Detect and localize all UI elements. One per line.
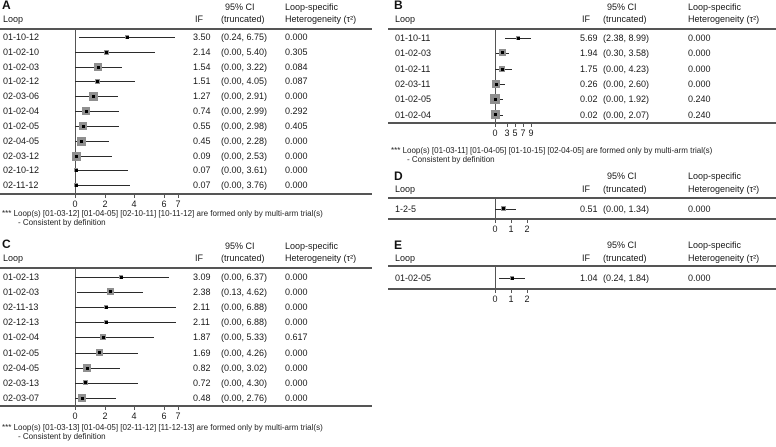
forest-row bbox=[0, 134, 372, 149]
x-axis-tick bbox=[178, 407, 179, 410]
loop-label: 02-11-13 bbox=[3, 302, 39, 312]
point-marker-dot bbox=[120, 276, 123, 279]
forest-row bbox=[388, 76, 776, 91]
het-value: 0.000 bbox=[285, 180, 308, 190]
column-header-het-line1: Loop-specific bbox=[285, 241, 339, 251]
if-value: 0.02 bbox=[580, 94, 598, 104]
point-marker-dot bbox=[102, 336, 105, 339]
loop-label: 01-02-12 bbox=[3, 76, 40, 86]
x-axis-tick-label: 4 bbox=[131, 199, 137, 209]
column-header-ci-line1: 95% CI bbox=[225, 241, 255, 251]
axis-rule bbox=[388, 218, 776, 220]
column-header-het-line2: Heterogeneity (τ²) bbox=[688, 14, 760, 24]
x-axis-tick bbox=[495, 124, 496, 127]
ci-value: (0.00, 2.07) bbox=[603, 110, 650, 120]
point-marker-dot bbox=[98, 351, 101, 354]
loop-label: 01-10-11 bbox=[395, 33, 431, 43]
ci-value: (0.00, 2.60) bbox=[603, 79, 650, 89]
forest-row bbox=[0, 60, 372, 75]
x-axis-tick-label: 0 bbox=[492, 294, 498, 304]
ci-value: (0.00, 1.92) bbox=[603, 94, 650, 104]
if-value: 0.55 bbox=[193, 121, 211, 131]
ci-line bbox=[75, 307, 176, 308]
column-header-loop: Loop bbox=[395, 253, 416, 263]
point-marker-dot bbox=[84, 381, 87, 384]
column-header-het-line1: Loop-specific bbox=[688, 171, 742, 181]
het-value: 0.240 bbox=[688, 110, 711, 120]
ci-value: (0.00, 3.22) bbox=[221, 62, 268, 72]
loop-label: 01-02-05 bbox=[395, 273, 432, 283]
forest-row bbox=[0, 314, 372, 329]
ci-line bbox=[75, 368, 120, 369]
point-marker-dot bbox=[75, 184, 78, 187]
column-header-ci-line2: (truncated) bbox=[603, 14, 647, 24]
column-header-ci-line1: 95% CI bbox=[607, 2, 637, 12]
if-value: 0.51 bbox=[580, 204, 598, 214]
point-marker bbox=[95, 79, 100, 84]
column-header-if: IF bbox=[582, 14, 590, 24]
het-value: 0.000 bbox=[285, 378, 308, 388]
point-marker bbox=[499, 49, 506, 56]
panel-title: C bbox=[2, 237, 11, 251]
ci-value: (0.00, 4.05) bbox=[221, 76, 268, 86]
if-value: 1.27 bbox=[193, 91, 211, 101]
footnote-line-2: - Consistent by definition bbox=[18, 432, 106, 441]
forest-row bbox=[0, 149, 372, 164]
point-marker-dot bbox=[97, 66, 100, 69]
if-value: 0.82 bbox=[193, 363, 211, 373]
ci-value: (0.00, 3.02) bbox=[221, 363, 268, 373]
point-marker-dot bbox=[96, 80, 99, 83]
panel-title: D bbox=[394, 169, 403, 183]
point-marker bbox=[78, 394, 86, 402]
x-axis-tick bbox=[515, 124, 516, 127]
het-value: 0.000 bbox=[285, 165, 308, 175]
point-marker bbox=[510, 276, 514, 280]
x-axis-tick bbox=[511, 220, 512, 223]
ci-value: (2.38, 8.99) bbox=[603, 33, 650, 43]
ci-line bbox=[75, 185, 130, 186]
het-value: 0.000 bbox=[285, 136, 308, 146]
column-header-ci-line2: (truncated) bbox=[221, 253, 265, 263]
forest-row bbox=[0, 163, 372, 178]
ci-value: (0.00, 4.30) bbox=[221, 378, 268, 388]
x-axis-tick-label: 2 bbox=[102, 411, 108, 421]
ci-value: (0.00, 2.91) bbox=[221, 91, 268, 101]
point-marker bbox=[100, 334, 106, 340]
point-marker bbox=[491, 110, 500, 119]
forest-row bbox=[0, 119, 372, 134]
if-value: 0.48 bbox=[193, 393, 211, 403]
ci-value: (0.00, 2.76) bbox=[221, 393, 268, 403]
point-marker bbox=[72, 152, 81, 161]
point-marker bbox=[499, 66, 505, 72]
het-value: 0.240 bbox=[688, 94, 711, 104]
loop-label: 02-12-13 bbox=[3, 317, 40, 327]
het-value: 0.292 bbox=[285, 106, 308, 116]
het-value: 0.000 bbox=[688, 33, 711, 43]
axis-rule bbox=[388, 288, 776, 290]
column-header-het-line1: Loop-specific bbox=[285, 2, 339, 12]
column-header-het-line2: Heterogeneity (τ²) bbox=[285, 14, 357, 24]
het-value: 0.000 bbox=[688, 79, 711, 89]
ci-value: (0.00, 6.88) bbox=[221, 317, 268, 327]
point-marker bbox=[104, 50, 109, 55]
x-axis-tick bbox=[134, 407, 135, 410]
x-axis-tick bbox=[134, 195, 135, 198]
panel-e bbox=[388, 240, 776, 318]
loop-label: 02-03-11 bbox=[395, 79, 431, 89]
loop-label: 02-10-12 bbox=[3, 165, 40, 175]
forest-row bbox=[0, 390, 372, 405]
point-marker-dot bbox=[105, 321, 108, 324]
ci-value: (0.13, 4.62) bbox=[221, 287, 268, 297]
if-value: 0.72 bbox=[193, 378, 211, 388]
point-marker-dot bbox=[501, 68, 504, 71]
column-header-ci-line1: 95% CI bbox=[225, 2, 255, 12]
column-header-if: IF bbox=[195, 253, 203, 263]
point-marker bbox=[490, 94, 500, 104]
column-header-loop: Loop bbox=[3, 14, 24, 24]
x-axis-tick-label: 2 bbox=[102, 199, 108, 209]
point-marker bbox=[125, 35, 129, 39]
loop-label: 01-02-05 bbox=[395, 94, 432, 104]
point-marker bbox=[79, 122, 87, 130]
point-marker bbox=[96, 349, 103, 356]
point-marker bbox=[83, 380, 88, 385]
footnote-line-2: - Consistent by definition bbox=[18, 218, 106, 227]
axis-rule bbox=[0, 405, 372, 407]
forest-row bbox=[0, 269, 372, 284]
ci-value: (0.00, 5.33) bbox=[221, 332, 268, 342]
forest-row bbox=[388, 45, 776, 60]
ci-value: (0.30, 3.58) bbox=[603, 48, 650, 58]
ci-value: (0.00, 4.26) bbox=[221, 348, 268, 358]
column-header-if: IF bbox=[195, 14, 203, 24]
column-header-ci-line2: (truncated) bbox=[603, 253, 647, 263]
ci-value: (0.00, 2.98) bbox=[221, 121, 268, 131]
point-marker-dot bbox=[109, 290, 112, 293]
x-axis-tick-label: 6 bbox=[161, 199, 167, 209]
forest-row bbox=[388, 267, 776, 288]
if-value: 1.94 bbox=[580, 48, 598, 58]
ci-line bbox=[75, 322, 176, 323]
forest-row bbox=[0, 104, 372, 119]
ci-value: (0.24, 6.75) bbox=[221, 32, 268, 42]
if-value: 0.09 bbox=[193, 151, 211, 161]
ci-line bbox=[75, 81, 135, 82]
het-value: 0.000 bbox=[285, 393, 308, 403]
point-marker-dot bbox=[92, 95, 95, 98]
het-value: 0.000 bbox=[285, 302, 308, 312]
point-marker bbox=[77, 137, 86, 146]
het-value: 0.000 bbox=[285, 32, 308, 42]
x-axis-tick bbox=[511, 290, 512, 293]
forest-row bbox=[0, 375, 372, 390]
if-value: 3.09 bbox=[193, 272, 211, 282]
x-axis-tick-label: 9 bbox=[528, 128, 534, 138]
if-value: 3.50 bbox=[193, 32, 211, 42]
point-marker-dot bbox=[494, 98, 497, 101]
ci-line bbox=[75, 170, 128, 171]
point-marker-dot bbox=[501, 51, 504, 54]
x-axis-tick-label: 0 bbox=[72, 411, 78, 421]
if-value: 1.51 bbox=[193, 76, 211, 86]
panel-a bbox=[0, 0, 372, 227]
point-marker-dot bbox=[75, 169, 78, 172]
column-header-if: IF bbox=[582, 184, 590, 194]
column-header-het-line2: Heterogeneity (τ²) bbox=[688, 253, 760, 263]
point-marker-dot bbox=[517, 37, 520, 40]
x-axis-tick-label: 0 bbox=[492, 224, 498, 234]
loop-label: 01-02-05 bbox=[3, 348, 40, 358]
het-value: 0.617 bbox=[285, 332, 308, 342]
if-value: 2.11 bbox=[193, 317, 210, 327]
forest-row bbox=[0, 178, 372, 193]
column-header-ci-line1: 95% CI bbox=[607, 240, 637, 250]
point-marker-dot bbox=[105, 306, 108, 309]
point-marker-dot bbox=[86, 367, 89, 370]
ci-value: (0.00, 2.53) bbox=[221, 151, 268, 161]
footnote-line-1: *** Loop(s) [01-03-13] [01-04-05] [02-11-12] [11-12-13] are formed only by multi-arm trial(s) bbox=[2, 423, 323, 432]
loop-label: 01-02-03 bbox=[395, 48, 432, 58]
if-value: 1.87 bbox=[193, 332, 211, 342]
panel-title: E bbox=[394, 238, 403, 252]
if-value: 1.69 bbox=[193, 348, 211, 358]
loop-label: 02-04-05 bbox=[3, 136, 40, 146]
loop-label: 01-10-12 bbox=[3, 32, 40, 42]
if-value: 5.69 bbox=[580, 33, 598, 43]
het-value: 0.084 bbox=[285, 62, 308, 72]
forest-row bbox=[388, 61, 776, 76]
ci-value: (0.00, 2.28) bbox=[221, 136, 268, 146]
if-value: 0.26 bbox=[580, 79, 598, 89]
column-header-het-line2: Heterogeneity (τ²) bbox=[688, 184, 760, 194]
forest-row bbox=[0, 89, 372, 104]
ci-value: (0.00, 5.40) bbox=[221, 47, 268, 57]
het-value: 0.000 bbox=[285, 151, 308, 161]
x-axis-tick-label: 4 bbox=[131, 411, 137, 421]
loop-label: 01-02-04 bbox=[3, 332, 40, 342]
point-marker-dot bbox=[126, 36, 129, 39]
x-axis-tick-label: 0 bbox=[72, 199, 78, 209]
x-axis-tick-label: 3 bbox=[504, 128, 510, 138]
point-marker-dot bbox=[511, 277, 514, 280]
x-axis-tick bbox=[164, 195, 165, 198]
x-axis-tick-label: 7 bbox=[175, 199, 181, 209]
loop-label: 02-04-05 bbox=[3, 363, 40, 373]
point-marker-dot bbox=[80, 140, 83, 143]
het-value: 0.000 bbox=[285, 317, 308, 327]
loop-label: 02-11-12 bbox=[3, 180, 39, 190]
x-axis-tick bbox=[75, 195, 76, 198]
het-value: 0.000 bbox=[688, 273, 711, 283]
point-marker-dot bbox=[502, 207, 505, 210]
panel-d bbox=[388, 171, 776, 248]
loop-label: 01-02-11 bbox=[395, 64, 431, 74]
column-header-loop: Loop bbox=[3, 253, 24, 263]
loop-label: 01-02-13 bbox=[3, 272, 40, 282]
column-header-if: IF bbox=[582, 253, 590, 263]
column-header-het-line1: Loop-specific bbox=[688, 240, 742, 250]
loop-label: 02-03-06 bbox=[3, 91, 40, 101]
x-axis-tick bbox=[105, 195, 106, 198]
point-marker bbox=[104, 320, 108, 324]
ci-value: (0.00, 6.88) bbox=[221, 302, 268, 312]
panel-title: A bbox=[2, 0, 11, 12]
x-axis-tick-label: 2 bbox=[524, 224, 530, 234]
point-marker bbox=[104, 305, 108, 309]
point-marker-dot bbox=[495, 83, 498, 86]
point-marker-dot bbox=[85, 110, 88, 113]
panel-title: B bbox=[394, 0, 403, 12]
if-value: 1.75 bbox=[580, 64, 598, 74]
point-marker bbox=[82, 107, 90, 115]
het-value: 0.000 bbox=[688, 64, 711, 74]
het-value: 0.000 bbox=[285, 287, 308, 297]
point-marker bbox=[74, 168, 78, 172]
forest-row bbox=[388, 30, 776, 45]
forest-row bbox=[0, 74, 372, 89]
column-header-loop: Loop bbox=[395, 184, 416, 194]
forest-row bbox=[0, 329, 372, 344]
ci-value: (0.00, 4.23) bbox=[603, 64, 650, 74]
x-axis-tick bbox=[495, 290, 496, 293]
ci-value: (0.00, 3.76) bbox=[221, 180, 268, 190]
point-marker bbox=[83, 364, 91, 372]
forest-row bbox=[0, 345, 372, 360]
x-axis-tick-label: 5 bbox=[512, 128, 518, 138]
x-axis-tick bbox=[105, 407, 106, 410]
het-value: 0.000 bbox=[688, 204, 711, 214]
het-value: 0.305 bbox=[285, 47, 308, 57]
point-marker bbox=[107, 288, 114, 295]
point-marker bbox=[492, 80, 500, 88]
point-marker bbox=[74, 183, 78, 187]
het-value: 0.000 bbox=[285, 91, 308, 101]
axis-rule bbox=[388, 122, 776, 124]
footnote-line-1: *** Loop(s) [01-03-11] [01-04-05] [01-10-15] [02-04-05] are formed only by multi-arm trial(s) bbox=[391, 146, 713, 155]
footnote-line-2: - Consistent by definition bbox=[407, 155, 495, 164]
panel-b bbox=[388, 0, 776, 164]
loop-label: 02-03-12 bbox=[3, 151, 40, 161]
if-value: 2.38 bbox=[193, 287, 211, 297]
forest-row bbox=[388, 91, 776, 106]
if-value: 1.04 bbox=[580, 273, 598, 283]
forest-row bbox=[0, 299, 372, 314]
x-axis-tick-label: 6 bbox=[161, 411, 167, 421]
ci-value: (0.00, 3.61) bbox=[221, 165, 268, 175]
het-value: 0.000 bbox=[285, 348, 308, 358]
ci-line bbox=[75, 337, 154, 338]
ci-line bbox=[75, 353, 138, 354]
panel-c bbox=[0, 237, 372, 441]
ci-line bbox=[75, 52, 155, 53]
column-header-het-line2: Heterogeneity (τ²) bbox=[285, 253, 357, 263]
het-value: 0.405 bbox=[285, 121, 308, 131]
column-header-ci-line2: (truncated) bbox=[221, 14, 265, 24]
column-header-ci-line1: 95% CI bbox=[607, 171, 637, 181]
forest-row bbox=[388, 107, 776, 122]
footnote-line-1: *** Loop(s) [01-03-12] [01-04-05] [02-10-11] [10-11-12] are formed only by multi-arm trial(s) bbox=[2, 209, 323, 218]
x-axis-tick bbox=[523, 124, 524, 127]
loop-label: 02-03-07 bbox=[3, 393, 40, 403]
x-axis-tick bbox=[178, 195, 179, 198]
ci-value: (0.00, 2.99) bbox=[221, 106, 268, 116]
if-value: 0.07 bbox=[193, 165, 211, 175]
het-value: 0.000 bbox=[285, 363, 308, 373]
point-marker bbox=[501, 206, 506, 211]
ci-value: (0.00, 1.34) bbox=[603, 204, 650, 214]
forest-row bbox=[0, 360, 372, 375]
if-value: 0.74 bbox=[193, 106, 211, 116]
column-header-loop: Loop bbox=[395, 14, 416, 24]
forest-row bbox=[0, 45, 372, 60]
x-axis-tick bbox=[507, 124, 508, 127]
point-marker-dot bbox=[82, 125, 85, 128]
column-header-ci-line2: (truncated) bbox=[603, 184, 647, 194]
point-marker-dot bbox=[494, 113, 497, 116]
if-value: 0.45 bbox=[193, 136, 211, 146]
point-marker bbox=[516, 36, 520, 40]
loop-label: 01-02-05 bbox=[3, 121, 40, 131]
forest-row bbox=[388, 199, 776, 218]
loop-label: 02-03-13 bbox=[3, 378, 40, 388]
x-axis-tick-label: 1 bbox=[508, 224, 514, 234]
if-value: 2.11 bbox=[193, 302, 210, 312]
forest-row bbox=[0, 284, 372, 299]
point-marker bbox=[94, 63, 102, 71]
point-marker bbox=[119, 275, 123, 279]
point-marker-dot bbox=[75, 155, 78, 158]
loop-label: 01-02-03 bbox=[3, 62, 40, 72]
x-axis-tick bbox=[527, 220, 528, 223]
point-marker-dot bbox=[105, 51, 108, 54]
if-value: 1.54 bbox=[193, 62, 211, 72]
x-axis-tick bbox=[164, 407, 165, 410]
het-value: 0.087 bbox=[285, 76, 308, 86]
x-axis-tick-label: 2 bbox=[524, 294, 530, 304]
if-value: 0.07 bbox=[193, 180, 211, 190]
x-axis-tick-label: 7 bbox=[520, 128, 526, 138]
het-value: 0.000 bbox=[688, 48, 711, 58]
if-value: 2.14 bbox=[193, 47, 211, 57]
column-header-het-line1: Loop-specific bbox=[688, 2, 742, 12]
x-axis-tick-label: 7 bbox=[175, 411, 181, 421]
x-axis-tick bbox=[527, 290, 528, 293]
ci-value: (0.00, 6.37) bbox=[221, 272, 268, 282]
het-value: 0.000 bbox=[285, 272, 308, 282]
forest-row bbox=[0, 30, 372, 45]
x-axis-tick-label: 0 bbox=[492, 128, 498, 138]
ci-value: (0.24, 1.84) bbox=[603, 273, 650, 283]
point-marker-dot bbox=[81, 397, 84, 400]
loop-label: 01-02-10 bbox=[3, 47, 40, 57]
x-axis-tick bbox=[75, 407, 76, 410]
axis-rule bbox=[0, 193, 372, 195]
loop-label: 1-2-5 bbox=[395, 204, 417, 214]
loop-label: 01-02-04 bbox=[3, 106, 40, 116]
loop-label: 01-02-04 bbox=[395, 110, 432, 120]
x-axis-tick bbox=[495, 220, 496, 223]
if-value: 0.02 bbox=[580, 110, 598, 120]
x-axis-tick-label: 1 bbox=[508, 294, 514, 304]
point-marker bbox=[89, 92, 98, 101]
x-axis-tick bbox=[531, 124, 532, 127]
loop-label: 01-02-03 bbox=[3, 287, 40, 297]
